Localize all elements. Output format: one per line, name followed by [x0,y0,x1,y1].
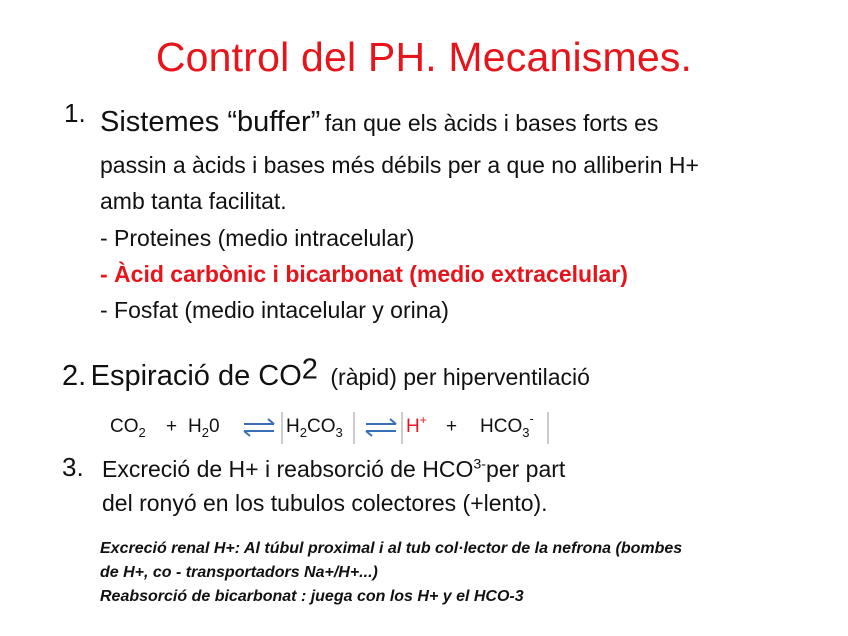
equilibrium-arrow-1 [244,419,274,436]
carbonic-equation [108,408,568,446]
equilibrium-arrow-2 [366,419,396,436]
bullet-fosfat: - Fosfat (medio intacelular y orina) [100,297,449,323]
item-3-line-1-b: per part [486,456,566,482]
item-2-rest: (ràpid) per hiperventilació [330,364,590,390]
bullet-proteines: - Proteines (medio intracelular) [100,225,415,251]
item-3-sup: 3- [473,456,487,473]
item-1-lead-rest: fan que els àcids i bases forts es [324,110,659,136]
item-3-number: 3. [62,452,84,482]
bullet-acid-carbonic: - Àcid carbònic i bicarbonat (medio extracelular) [100,261,628,287]
item-3-line-1-a: Excreció de H+ i reabsorció de HCO [102,456,474,482]
item-2 [62,353,590,393]
item-1-number: 1. [64,98,86,128]
item-1-line-2: passin a àcids i bases més débils per a que no alliberin H+ [100,152,699,178]
item-2-text: Espiració de CO [90,360,302,392]
item-3-line-1 [102,456,565,483]
eq-hco3: $HCO_3^-$ [480,411,534,440]
item-1-first-line [100,106,658,139]
eq-plus-2: + [446,416,458,437]
eq-plus-1: + [166,416,178,437]
note-line-2: de H+, co - transportadors Na+/H+...) [100,564,378,581]
slide-title: Control del PH. Mecanismes. [155,34,693,80]
eq-h2co3: $H_2CO_3$ [286,416,343,440]
equation-svg [108,408,568,446]
item-2-number: 2. [62,360,87,392]
eq-hplus: H+ [406,413,427,437]
eq-h2o: $H_20$ [188,416,220,440]
item-2-sup: 2 [301,353,318,386]
note-line-1: Excreció renal H+: Al túbul proximal i al tub col·lector de la nefrona (bombes [100,540,683,557]
item-1-line-3: amb tanta facilitat. [100,188,287,214]
eq-co2: $CO_2$ [110,416,146,440]
note-line-3: Reabsorció de bicarbonat : juega con los H+ y el HCO-3 [100,588,524,605]
item-3-line-2: del ronyó en los tubulos colectores (+lento). [102,490,548,516]
item-1-lead: Sistemes “buffer” [100,106,321,138]
